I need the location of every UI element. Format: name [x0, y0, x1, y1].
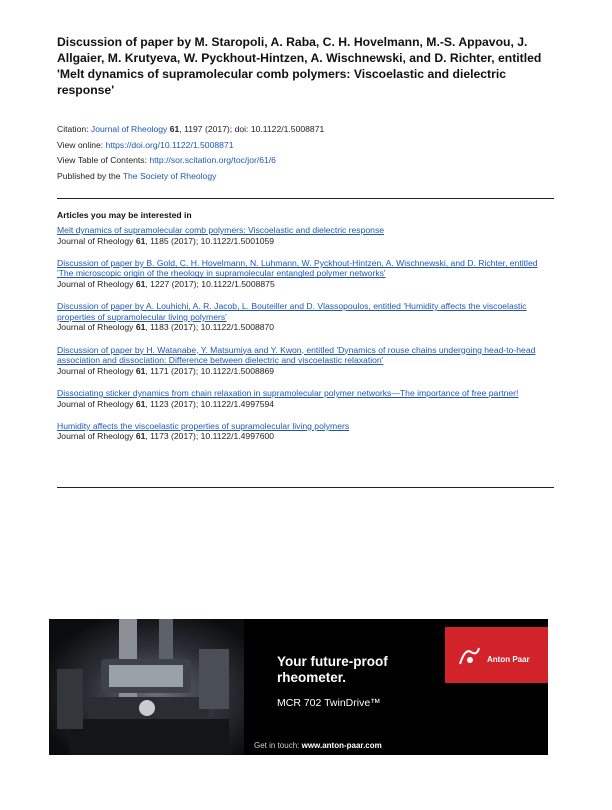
related-article-link[interactable]: Discussion of paper by B. Gold, C. H. Hovelmann, N. Luhmann, W. Pyckhout-Hintzen, A. Wischnewski, and D. Richter, entitled 'The microscopic origin of the rheology in supramolecular entangled polymer networks': [57, 257, 538, 279]
rheometer-illustration: [49, 619, 244, 755]
related-article-ref: [57, 236, 554, 247]
related-article-link[interactable]: Melt dynamics of supramolecular comb polymers: Viscoelastic and dielectric response: [57, 225, 385, 235]
ad-headline-line2: rheometer.: [277, 670, 347, 685]
divider-bottom: [57, 487, 554, 488]
related-article-link[interactable]: Discussion of paper by A. Louhichi, A. R. Jacob, L. Bouteiller and D. Vlassopoulos, entitled 'Humidity affects the viscoelastic properties of supramolecular living polymers': [57, 301, 527, 322]
journal-link[interactable]: Journal of Rheology: [90, 124, 168, 134]
ad-product-name: MCR 702 TwinDrive™: [277, 697, 381, 709]
published-by-line: [57, 169, 557, 185]
related-article-ref: [57, 399, 554, 410]
ad-contact-label: Get in touch:: [254, 741, 302, 750]
citation-volume: 61: [169, 124, 180, 134]
related-article-doi: , 1123 (2017); 10.1122/1.4997594: [145, 398, 275, 409]
related-article-link[interactable]: Dissociating sticker dynamics from chain relaxation in supramolecular polymer networks—The importance of free partner!: [57, 387, 519, 398]
related-article-link[interactable]: Discussion of paper by H. Watanabe, Y. Matsumiya and Y. Kwon, entitled 'Dynamics of rouse chains undergoing head-to-head association and dissociation: Difference between dielectric and viscoelastic relaxation': [57, 344, 536, 366]
toc-link[interactable]: http://sor.scitation.org/toc/jor/61/6: [149, 155, 276, 166]
divider-top: [57, 198, 554, 199]
related-article-ref: [57, 279, 554, 290]
related-article-volume: 61: [135, 431, 146, 442]
anton-paar-logo: [445, 627, 548, 683]
related-article: [57, 421, 554, 442]
related-article: [57, 225, 554, 246]
view-toc-line: [57, 153, 557, 169]
ad-logo-text: Anton Paar: [487, 655, 530, 664]
related-article-volume: 61: [135, 322, 146, 333]
ad-contact: [254, 741, 382, 750]
published-by-label: Published by the: [57, 170, 123, 181]
related-article-ref: [57, 366, 554, 377]
related-article-volume: 61: [135, 398, 146, 409]
related-article: [57, 301, 554, 333]
doi-link[interactable]: https://doi.org/10.1122/1.5008871: [105, 139, 234, 150]
related-article: [57, 345, 554, 377]
related-article-journal: Journal of Rheology: [57, 278, 136, 289]
rheometer-image: [49, 619, 244, 755]
related-article-doi: , 1185 (2017); 10.1122/1.5001059: [145, 235, 275, 246]
related-article-doi: , 1183 (2017); 10.1122/1.5008870: [145, 322, 275, 333]
citation-label: Citation:: [57, 124, 91, 134]
related-article-ref: [57, 431, 554, 442]
ad-contact-url: www.anton-paar.com: [301, 741, 382, 750]
advertisement-banner[interactable]: [49, 619, 548, 755]
related-article-doi: , 1173 (2017); 10.1122/1.4997600: [145, 431, 275, 442]
view-online-label: View online:: [57, 139, 106, 150]
related-articles-heading: Articles you may be interested in: [57, 210, 192, 220]
related-article-journal: Journal of Rheology: [57, 431, 136, 442]
related-article-volume: 61: [135, 235, 146, 246]
related-articles: [57, 209, 554, 453]
publisher-link[interactable]: The Society of Rheology: [122, 170, 217, 181]
related-article-doi: , 1171 (2017); 10.1122/1.5008869: [145, 365, 275, 376]
related-article-link[interactable]: Humidity affects the viscoelastic properties of supramolecular living polymers: [57, 420, 350, 431]
related-article-doi: , 1227 (2017); 10.1122/1.5008875: [145, 278, 275, 289]
anton-paar-logo-icon: [457, 644, 483, 670]
citation-rest: , 1197 (2017); doi: 10.1122/1.5008871: [179, 124, 325, 134]
view-online-line: [57, 138, 557, 154]
related-article-volume: 61: [135, 365, 146, 376]
related-article-ref: [57, 322, 554, 333]
citation-line: [57, 122, 557, 138]
ad-headline-line1: Your future-proof: [277, 654, 388, 669]
citation-block: [57, 122, 557, 184]
related-article: [57, 388, 554, 409]
view-toc-label: View Table of Contents:: [57, 155, 150, 166]
related-article-journal: Journal of Rheology: [57, 322, 136, 333]
document-title: Discussion of paper by M. Staropoli, A. Raba, C. H. Hovelmann, M.-S. Appavou, J. Allgaier, M. Krutyeva, W. Pyckhout-Hintzen, A. Wischnewski, and D. Richter, entitled 'Melt dynamics of supramolecular comb polymers: Viscoelastic and dielectric response': [57, 35, 542, 97]
related-article-journal: Journal of Rheology: [57, 365, 136, 376]
related-article-journal: Journal of Rheology: [57, 398, 136, 409]
related-article: [57, 258, 554, 290]
ad-headline: [277, 654, 388, 686]
related-article-journal: Journal of Rheology: [57, 235, 136, 246]
related-article-volume: 61: [135, 278, 146, 289]
